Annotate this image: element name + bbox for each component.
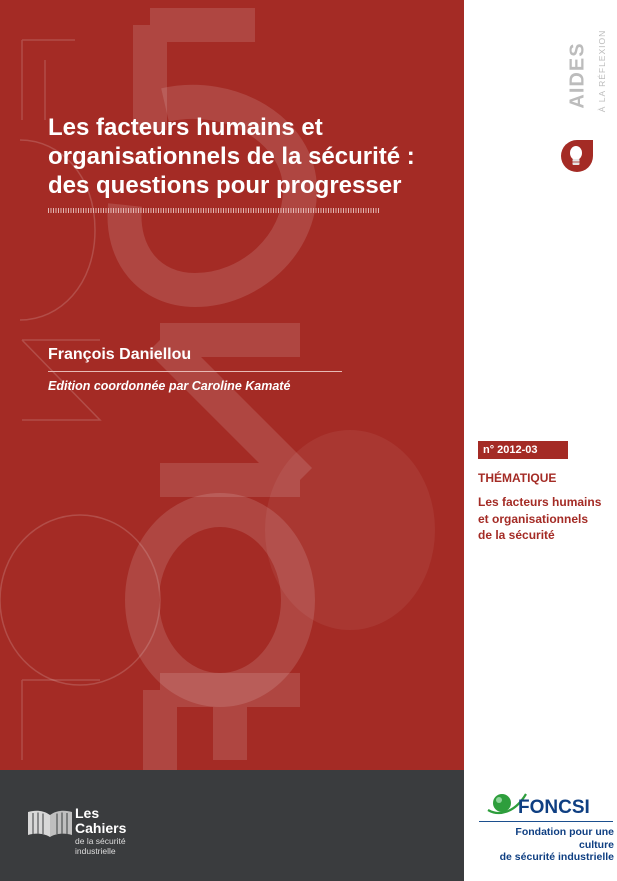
foncsi-tagline [479,826,614,864]
lightbulb-icon [559,138,595,174]
title-line-2: organisationnels de la sécurité : [48,143,415,170]
open-book-icon [27,809,73,837]
collection-line-1: Les [75,805,100,821]
series-label [560,29,607,130]
collection-line-2: Cahiers [75,820,127,836]
series-main-label: AIDES [566,42,589,109]
collection-name [75,806,126,856]
foncsi-rule [479,821,613,822]
author-rule [48,371,342,372]
editor-credit: Edition coordonnée par Caroline Kamaté [48,379,291,393]
title-line-3: des questions pour progresser [48,172,402,199]
foncsi-name: FONCSI [518,797,590,818]
cover-title [48,113,448,200]
theme-line-1: Les facteurs humains [478,495,602,509]
issue-number-badge: n° 2012-03 [478,441,568,459]
title-hatched-rule [48,208,380,213]
series-sub-label: À LA RÉFLEXION [597,29,607,113]
theme-text [478,494,608,544]
theme-line-3: de la sécurité [478,528,555,542]
title-line-1: Les facteurs humains et [48,114,323,141]
theme-line-2: et organisationnels [478,511,589,526]
collection-line-4: industrielle [75,846,116,856]
foncsi-tagline-line-2: de sécurité industrielle [499,851,614,863]
theme-label: THÉMATIQUE [478,471,557,485]
author-name: François Daniellou [48,346,192,363]
collection-line-3: de la sécurité [75,836,126,846]
foncsi-tagline-line-1: Fondation pour une culture [515,826,614,851]
